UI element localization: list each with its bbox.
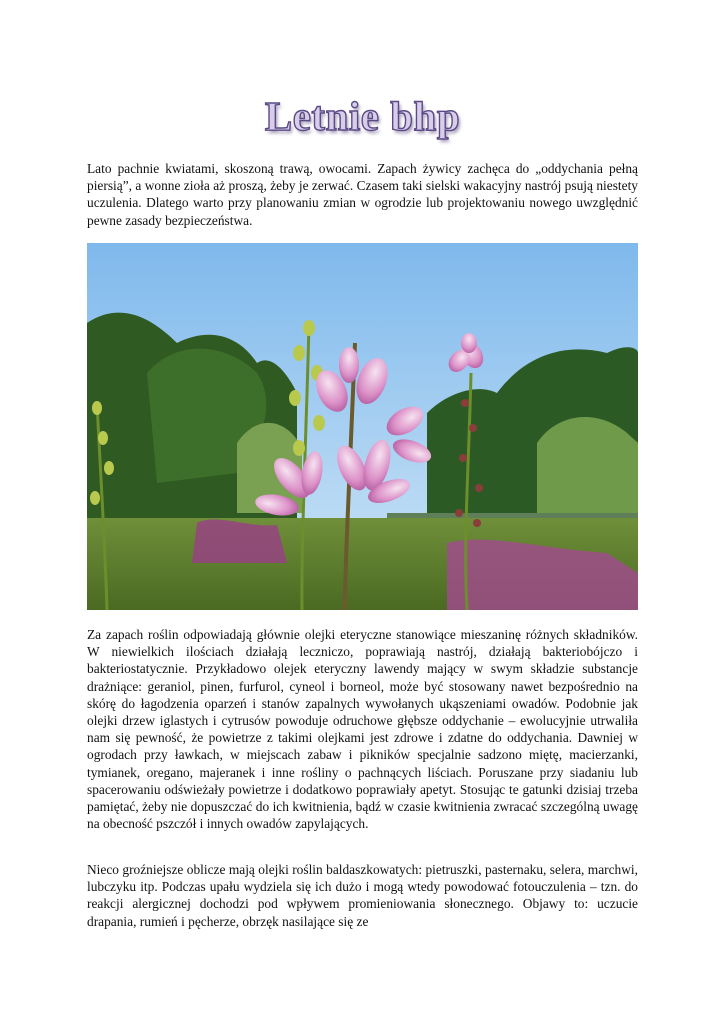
flower-photo	[87, 243, 638, 610]
page-title: Letnie bhp	[264, 93, 461, 139]
paragraph-essential-oils: Za zapach roślin odpowiadają głównie olejki eteryczne stanowiące mieszaninę różnych składników. W niewielkich ilościach działają leczniczo, poprawiają nastrój, działają bakteriobójczo i bakteriostatycznie. Przykładowo olejek eteryczny lawendy mający w swym składzie substancje drażniące: geraniol, pinen, furfurol, cyneol i borneol, może być stosowany nawet bezpośrednio na skórę do łagodzenia oparzeń i stanów zapalnych wywołanych ukąszeniami owadów. Podobnie jak olejki drzew iglastych i cytrusów powoduje odruchowe głębsze oddychanie – ewolucyjnie utrwaliła nam się pewność, że powietrze z takimi olejkami jest zdrowe i zdatne do oddychania. Dawniej w ogrodach przy ławkach, w miejscach zabaw i pikników specjalnie sadzono miętę, macierzanki, tymianek, oregano, majeranek i inne rośliny o pachnących liściach. Poruszane przy siadaniu lub spacerowaniu odświeżały powietrze i dodatkowo poprawiały apetyt. Stosując te gatunki dzisiaj trzeba pamiętać, żeby nie dopuszczać do ich kwitnienia, bądź w czasie kwitnienia zwracać szczególną uwagę na obecność pszczół i innych owadów zapylających.	[87, 627, 638, 832]
paragraph-photosensitivity: Nieco groźniejsze oblicze mają olejki roślin baldaszkowatych: pietruszki, pasternaku, selera, marchwi, lubczyku itp. Podczas upału wydziela się ich dużo i mogą wtedy powodować fotouczulenia – tzn. do reakcji alergicznej dochodzi pod wpływem promieniowania słonecznego. Objawy to: uczucie drapania, rumień i pęcherze, obrzęk nasilające się ze	[87, 862, 638, 929]
paragraph-intro: Lato pachnie kwiatami, skoszoną trawą, owocami. Zapach żywicy zachęca do „oddychania pełną piersią”, a wonne zioła aż proszą, żeby je zerwać. Czasem taki sielski wakacyjny nastrój psują niestety uczulenia. Dlatego warto przy planowaniu zmian w ogrodzie lub projektowaniu nowego uwzględnić pewne zasady bezpieczeństwa.	[87, 161, 638, 228]
